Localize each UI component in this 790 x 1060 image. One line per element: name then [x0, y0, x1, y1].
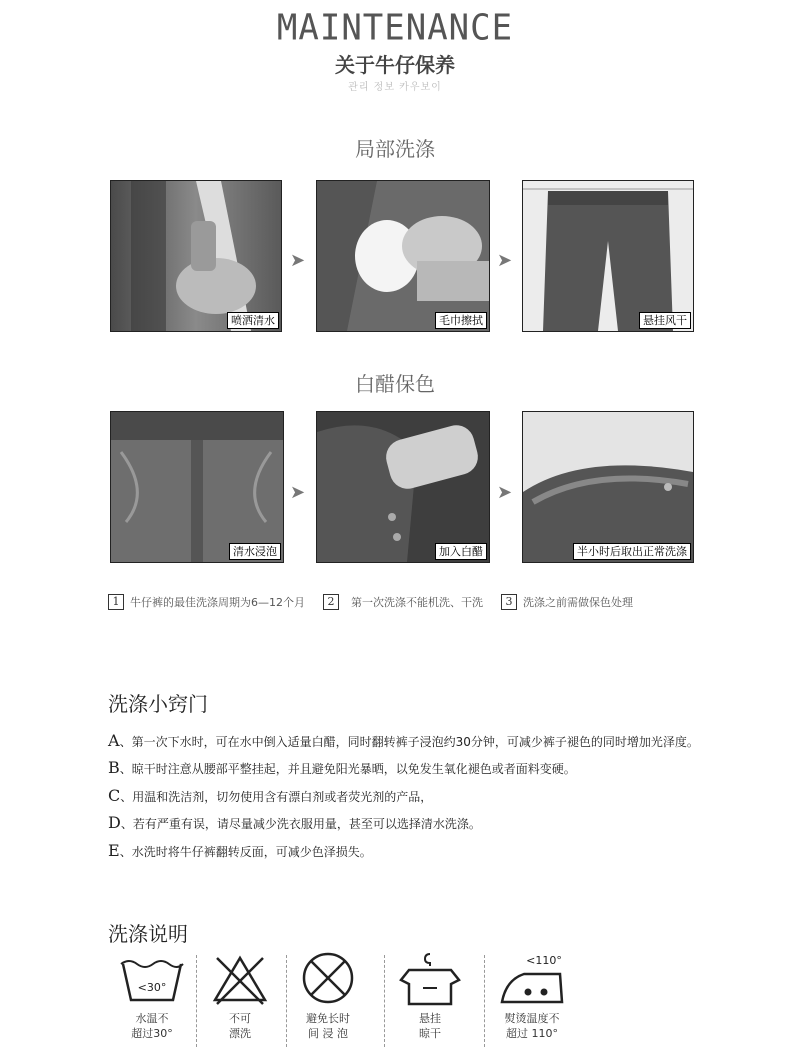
tip-item	[108, 758, 576, 777]
care-label: 水温不	[135, 1012, 169, 1025]
care-icons-row	[108, 950, 588, 1050]
care-item-wash	[108, 950, 196, 1040]
tip-text: 、水洗时将牛仔裤翻转反面，可减少色泽损失。	[119, 845, 372, 859]
note-text: 洗涤之前需做保色处理	[523, 596, 633, 609]
photo-add-vinegar	[316, 411, 490, 563]
tip-item	[108, 841, 372, 860]
care-title: 洗涤说明	[108, 922, 188, 946]
tip-letter: E	[108, 841, 120, 860]
photo-caption: 加入白醋	[435, 543, 487, 560]
care-item-iron	[488, 950, 576, 1040]
arrow-icon: ➤	[290, 250, 306, 271]
photo-hang-dry	[522, 180, 694, 332]
note-number: 1	[108, 594, 124, 610]
care-label: 超过30°	[131, 1027, 173, 1040]
note-number: 2	[323, 594, 339, 610]
tip-text: 、晾干时注意从腰部平整挂起，并且避免阳光暴晒，以免发生氧化褪色或者面料变硬。	[119, 762, 576, 776]
photo-wash-after	[522, 411, 694, 563]
title-chinese: 关于牛仔保养	[335, 53, 455, 77]
tip-letter: C	[108, 786, 121, 805]
divider	[384, 955, 385, 1047]
care-label: 超过 110°	[506, 1027, 558, 1040]
care-label: 不可	[229, 1012, 251, 1025]
care-item-no-bleach	[196, 950, 284, 1040]
section2-title: 白醋保色	[355, 372, 435, 396]
title-english: MAINTENANCE	[276, 7, 514, 49]
photo-towel-wipe	[316, 180, 490, 332]
care-item-hang-dry	[386, 950, 474, 1040]
tip-letter: A	[108, 731, 120, 750]
hang-dry-icon	[395, 950, 465, 1006]
photo-caption: 毛巾擦拭	[435, 312, 487, 329]
note-text: 牛仔裤的最佳洗涤周期为6—12个月	[130, 596, 305, 609]
note-number: 3	[501, 594, 517, 610]
care-label: 间 浸 泡	[308, 1027, 348, 1040]
tip-letter: B	[108, 758, 120, 777]
care-label: 晾干	[419, 1027, 441, 1040]
photo-caption: 悬挂风干	[639, 312, 691, 329]
care-label: 漂洗	[229, 1027, 251, 1040]
no-bleach-icon	[205, 950, 275, 1006]
title-korean: 관리 정보 카우보이	[348, 82, 442, 93]
tip-item	[108, 731, 699, 750]
no-soak-icon	[293, 950, 363, 1006]
tip-item	[108, 786, 432, 805]
section1-title: 局部洗涤	[355, 137, 435, 161]
care-label: 避免长时	[306, 1012, 350, 1025]
care-label: 悬挂	[419, 1012, 441, 1025]
tip-text: 、若有严重有误，请尽量减少洗衣服用量，甚至可以选择清水洗涤。	[120, 817, 481, 831]
arrow-icon: ➤	[497, 482, 513, 503]
care-item-no-soak	[284, 950, 372, 1040]
photo-spray-water	[110, 180, 282, 332]
wash-30-icon	[117, 950, 187, 1006]
iron-110-icon	[494, 950, 570, 1006]
divider	[484, 955, 485, 1047]
photo-caption: 半小时后取出正常洗涤	[573, 543, 691, 560]
tip-letter: D	[108, 813, 121, 832]
notes-row	[108, 594, 633, 610]
tip-text: 、用温和洗洁剂，切勿使用含有漂白剂或者荧光剂的产品，	[120, 790, 433, 804]
svg-text:<110°: <110°	[526, 954, 562, 967]
tips-title: 洗涤小窍门	[108, 692, 208, 716]
svg-text:<30°: <30°	[137, 981, 167, 994]
arrow-icon: ➤	[290, 482, 306, 503]
tip-text: 、第一次下水时，可在水中倒入适量白醋，同时翻转裤子浸泡约30分钟，可减少裤子褪色的同时增加光泽度。	[119, 735, 699, 749]
note-text: 第一次洗涤不能机洗、干洗	[351, 596, 483, 609]
photo-caption: 清水浸泡	[229, 543, 281, 560]
arrow-icon: ➤	[497, 250, 513, 271]
photo-caption: 喷洒清水	[227, 312, 279, 329]
photo-soak	[110, 411, 284, 563]
tip-item	[108, 813, 481, 832]
care-label: 熨烫温度不	[504, 1012, 560, 1025]
